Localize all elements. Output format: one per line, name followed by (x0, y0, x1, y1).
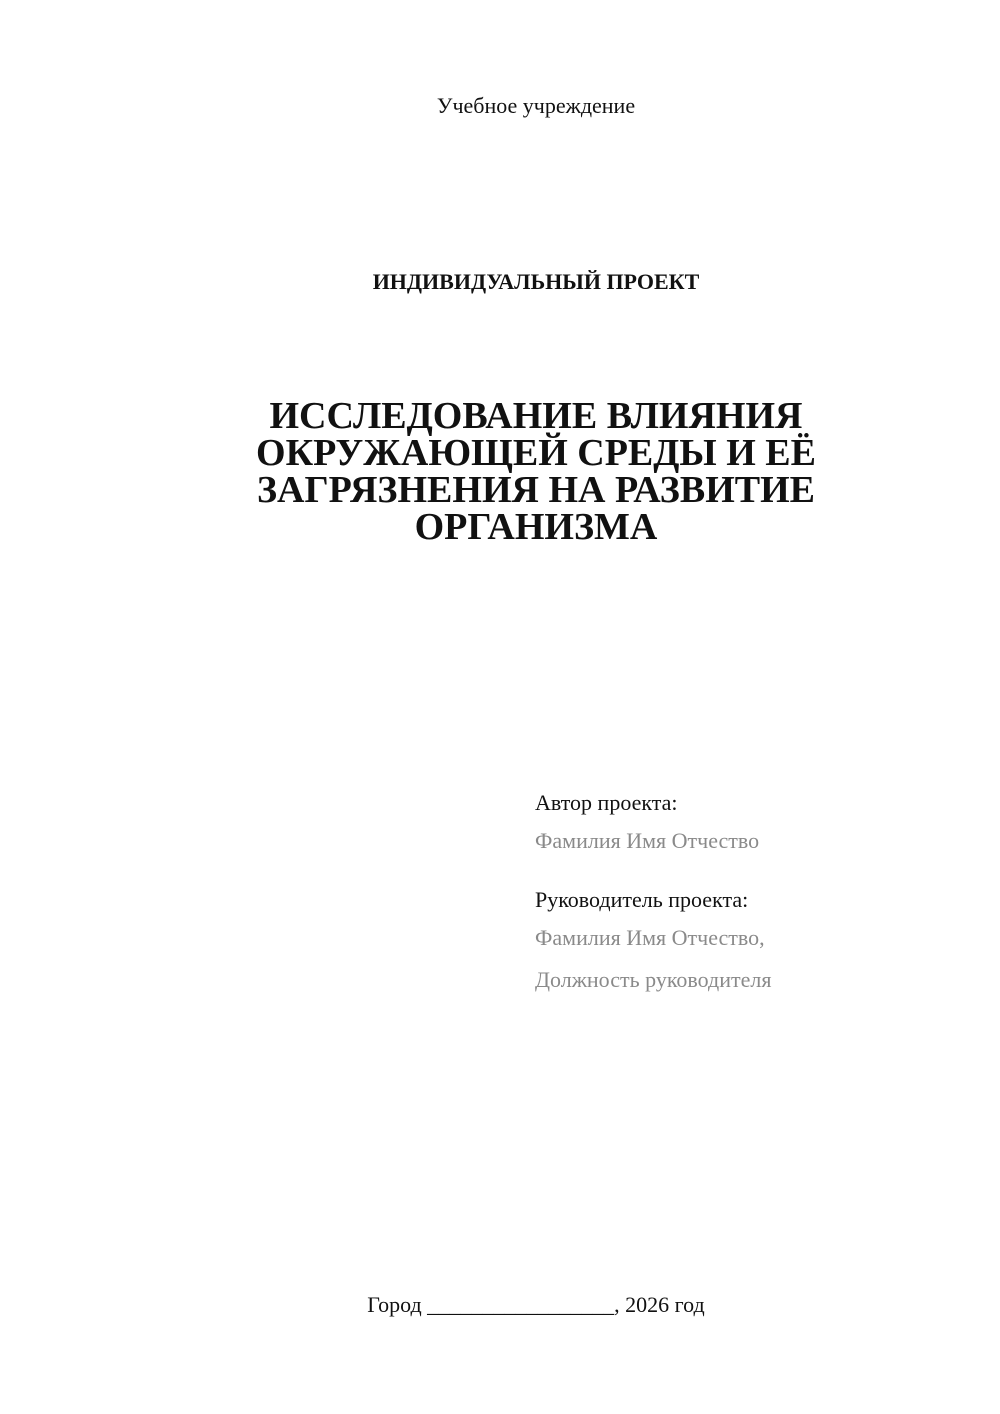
project-title-line: ОРГАНИЗМА (414, 506, 658, 548)
author-label: Автор проекта: (535, 790, 678, 815)
institution-name: Учебное учреждение (436, 93, 636, 118)
author-name: Фамилия Имя Отчество (535, 828, 760, 853)
spacer (535, 855, 975, 886)
project-type-heading: ИНДИВИДУАЛЬНЫЙ ПРОЕКТ (372, 269, 700, 294)
project-title (236, 395, 836, 548)
supervisor-position: Должность руководителя (535, 967, 772, 992)
project-title-line: ЗАГРЯЗНЕНИЯ НА РАЗВИТИЕ (256, 469, 815, 511)
authors-block (535, 789, 975, 994)
supervisor-label: Руководитель проекта: (535, 887, 749, 912)
project-title-line: ИССЛЕДОВАНИЕ ВЛИЯНИЯ (269, 395, 803, 437)
project-title-line: ОКРУЖАЮЩЕЙ СРЕДЫ И ЕЁ (256, 432, 816, 474)
city-year-line: Город _________________, 2026 год (367, 1292, 705, 1317)
supervisor-name: Фамилия Имя Отчество, (535, 925, 765, 950)
